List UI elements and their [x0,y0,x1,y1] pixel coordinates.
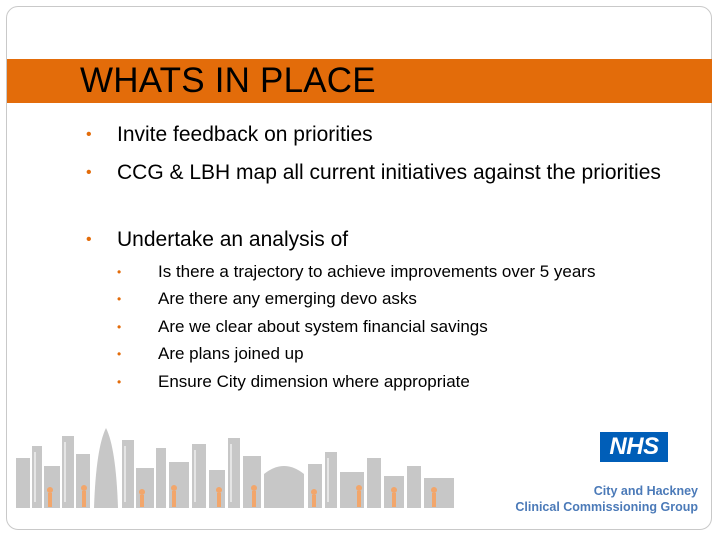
sub-bullet-marker: • [117,347,122,361]
sub-bullet-marker: • [117,265,122,279]
sub-bullet-item: Is there a trajectory to achieve improvements over 5 years [158,262,596,281]
bullet-marker: • [86,126,92,143]
sub-bullet-marker: • [117,375,122,389]
sub-bullet-marker: • [117,292,122,306]
bullet-item: Invite feedback on priorities [117,123,373,146]
nhs-logo-text: NHS [609,433,659,460]
bullet-item: CCG & LBH map all current initiatives against the priorities [117,161,661,184]
nhs-logo [600,432,668,462]
bullet-marker: • [86,231,92,248]
sub-bullet-item: Are there any emerging devo asks [158,289,417,308]
bullet-marker: • [86,164,92,181]
org-name-line1: City and Hackney [593,484,698,498]
slide-title: WHATS IN PLACE [80,61,376,100]
city-skyline-illustration [14,418,460,510]
org-name-line2: Clinical Commissioning Group [515,500,698,514]
bullet-item: Undertake an analysis of [117,228,349,251]
sub-bullet-marker: • [117,320,122,334]
sub-bullet-item: Ensure City dimension where appropriate [158,372,470,391]
sub-bullet-item: Are plans joined up [158,344,304,363]
sub-bullet-item: Are we clear about system financial savings [158,317,488,336]
